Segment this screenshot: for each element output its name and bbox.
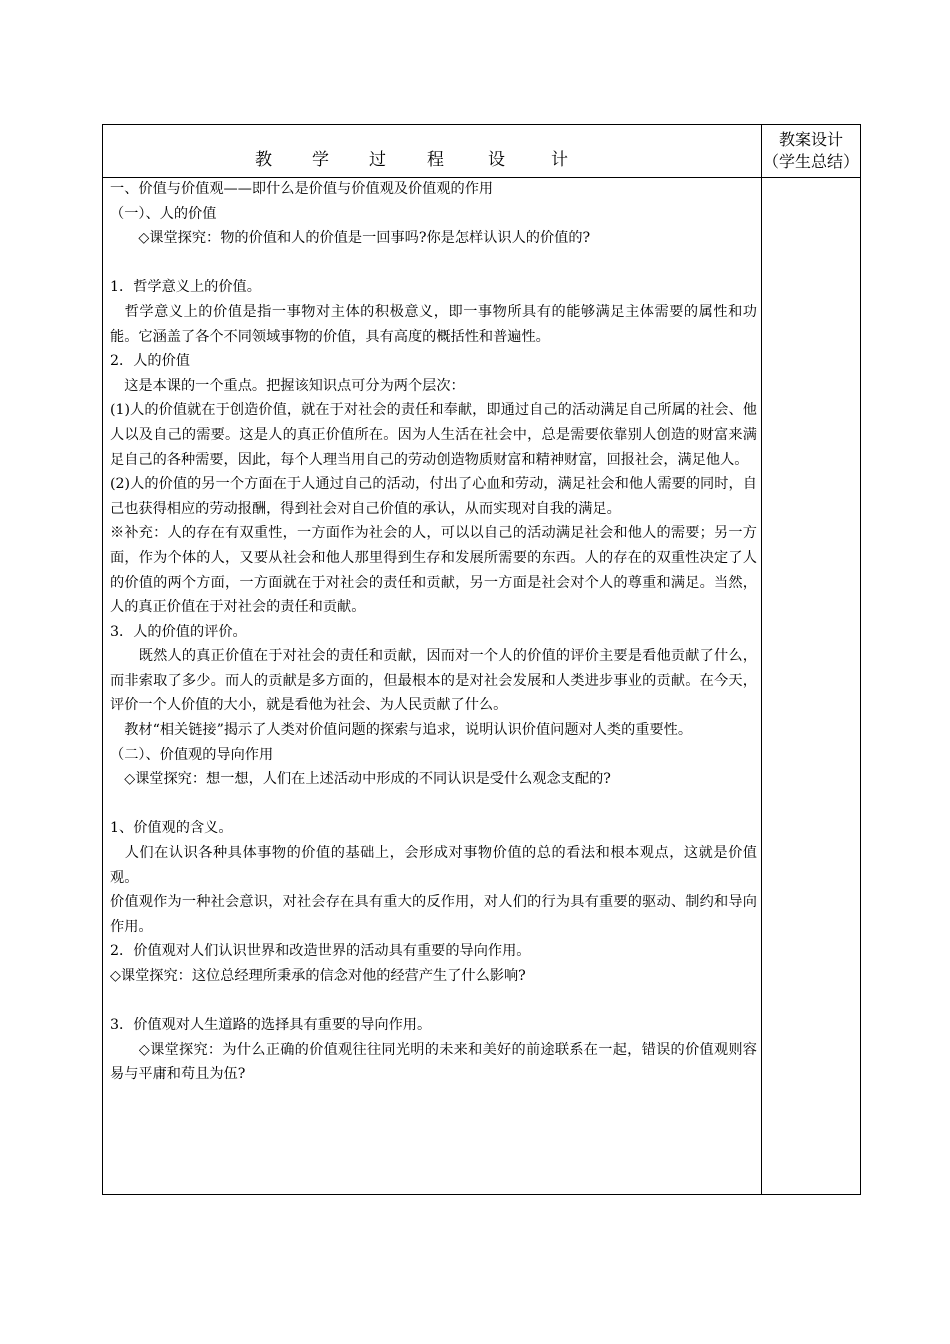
classroom-inquiry: ◇课堂探究：物的价值和人的价值是一回事吗?你是怎样认识人的价值的?	[110, 230, 591, 247]
paragraph: 既然人的真正价值在于对社会的责任和贡献，因而对一个人的价值的评价主要是看他贡献了什么，而非索取了多少。而人的贡献是多方面的，但最根本的是对社会发展和人类进步事业的贡献。在今天，评价一个人价值的大小，就是看他为社会、为人民贡献了什么。	[110, 648, 757, 714]
paragraph: (2)人的价值的另一个方面在于人通过自己的活动，付出了心血和劳动，满足社会和他人需要的同时，自己也获得相应的劳动报酬，得到社会对自己价值的承认，从而实现对自我的满足。	[110, 476, 757, 517]
header-char: 学	[312, 150, 329, 170]
paragraph: (1)人的价值就在于创造价值，就在于对社会的责任和奉献，即通过自己的活动满足自己所属的社会、他人以及自己的需要。这是人的真正价值所在。因为人生活在社会中，总是需要依靠别人创造的财富来满足自己的各种需要，因此，每个人理当用自己的劳动创造物质财富和精神财富，回报社会，满足他人。	[110, 402, 757, 468]
lesson-content	[110, 177, 757, 1087]
subsection-heading: （二）、价值观的导向作用	[110, 746, 274, 763]
classroom-inquiry: ◇课堂探究：为什么正确的价值观往往同光明的未来和美好的前途联系在一起，错误的价值观则容易与平庸和苟且为伍?	[110, 1041, 757, 1083]
point-heading: 2．价值观对人们认识世界和改造世界的活动具有重要的导向作用。	[110, 943, 531, 960]
header-char: 程	[427, 150, 444, 170]
point-heading: 1．哲学意义上的价值。	[110, 279, 261, 296]
summary-header-line1: 教案设计	[778, 130, 843, 149]
point-heading: 2．人的价值	[110, 353, 190, 370]
supplement-paragraph: ※补充：人的存在有双重性，一方面作为社会的人，可以以自己的活动满足社会和他人的需要；另一方面，作为个体的人，又要从社会和他人那里得到生存和发展所需要的东西。人的存在的双重性决定了人的价值的两个方面，一方面就在于对社会的责任和贡献，另一方面是社会对个人的尊重和满足。当然，人的真正价值在于对社会的责任和贡献。	[110, 525, 757, 616]
header-char: 设	[488, 150, 505, 170]
paragraph: 这是本课的一个重点。把握该知识点可分为两个层次：	[110, 377, 465, 394]
process-design-header	[103, 125, 761, 177]
classroom-inquiry: ◇课堂探究：这位总经理所秉承的信念对他的经营产生了什么影响?	[110, 968, 526, 984]
lesson-plan-table	[102, 124, 861, 1195]
point-heading: 3．人的价值的评价。	[110, 623, 247, 640]
header-char: 计	[551, 150, 568, 170]
point-heading: 1、价值观的含义。	[110, 820, 233, 837]
paragraph: 价值观作为一种社会意识，对社会存在具有重大的反作用，对人们的行为具有重要的驱动、制约和导向作用。	[110, 894, 757, 935]
paragraph: 哲学意义上的价值是指一事物对主体的积极意义，即一事物所具有的能够满足主体需要的属性和功能。它涵盖了各个不同领域事物的价值，具有高度的概括性和普遍性。	[110, 303, 757, 345]
classroom-inquiry: ◇课堂探究：想一想，人们在上述活动中形成的不同认识是受什么观念支配的?	[110, 771, 611, 788]
header-char: 过	[369, 150, 386, 170]
column-divider	[761, 125, 762, 1194]
paragraph: 教材“相关链接”揭示了人类对价值问题的探索与追求，说明认识价值问题对人类的重要性。	[110, 722, 693, 739]
section-heading: 一、价值与价值观——即什么是价值与价值观及价值观的作用	[110, 181, 494, 197]
subsection-heading: （一）、人的价值	[110, 205, 217, 222]
summary-column-header	[762, 125, 860, 177]
blank-line	[110, 251, 757, 276]
point-heading: 3．价值观对人生道路的选择具有重要的导向作用。	[110, 1017, 432, 1034]
summary-header-line2: （学生总结）	[762, 152, 859, 171]
blank-line	[110, 989, 757, 1014]
blank-line	[110, 792, 757, 817]
paragraph: 人们在认识各种具体事物的价值的基础上，会形成对事物价值的总的看法和根本观点，这就是价值观。	[110, 845, 757, 886]
header-char: 教	[255, 150, 272, 170]
